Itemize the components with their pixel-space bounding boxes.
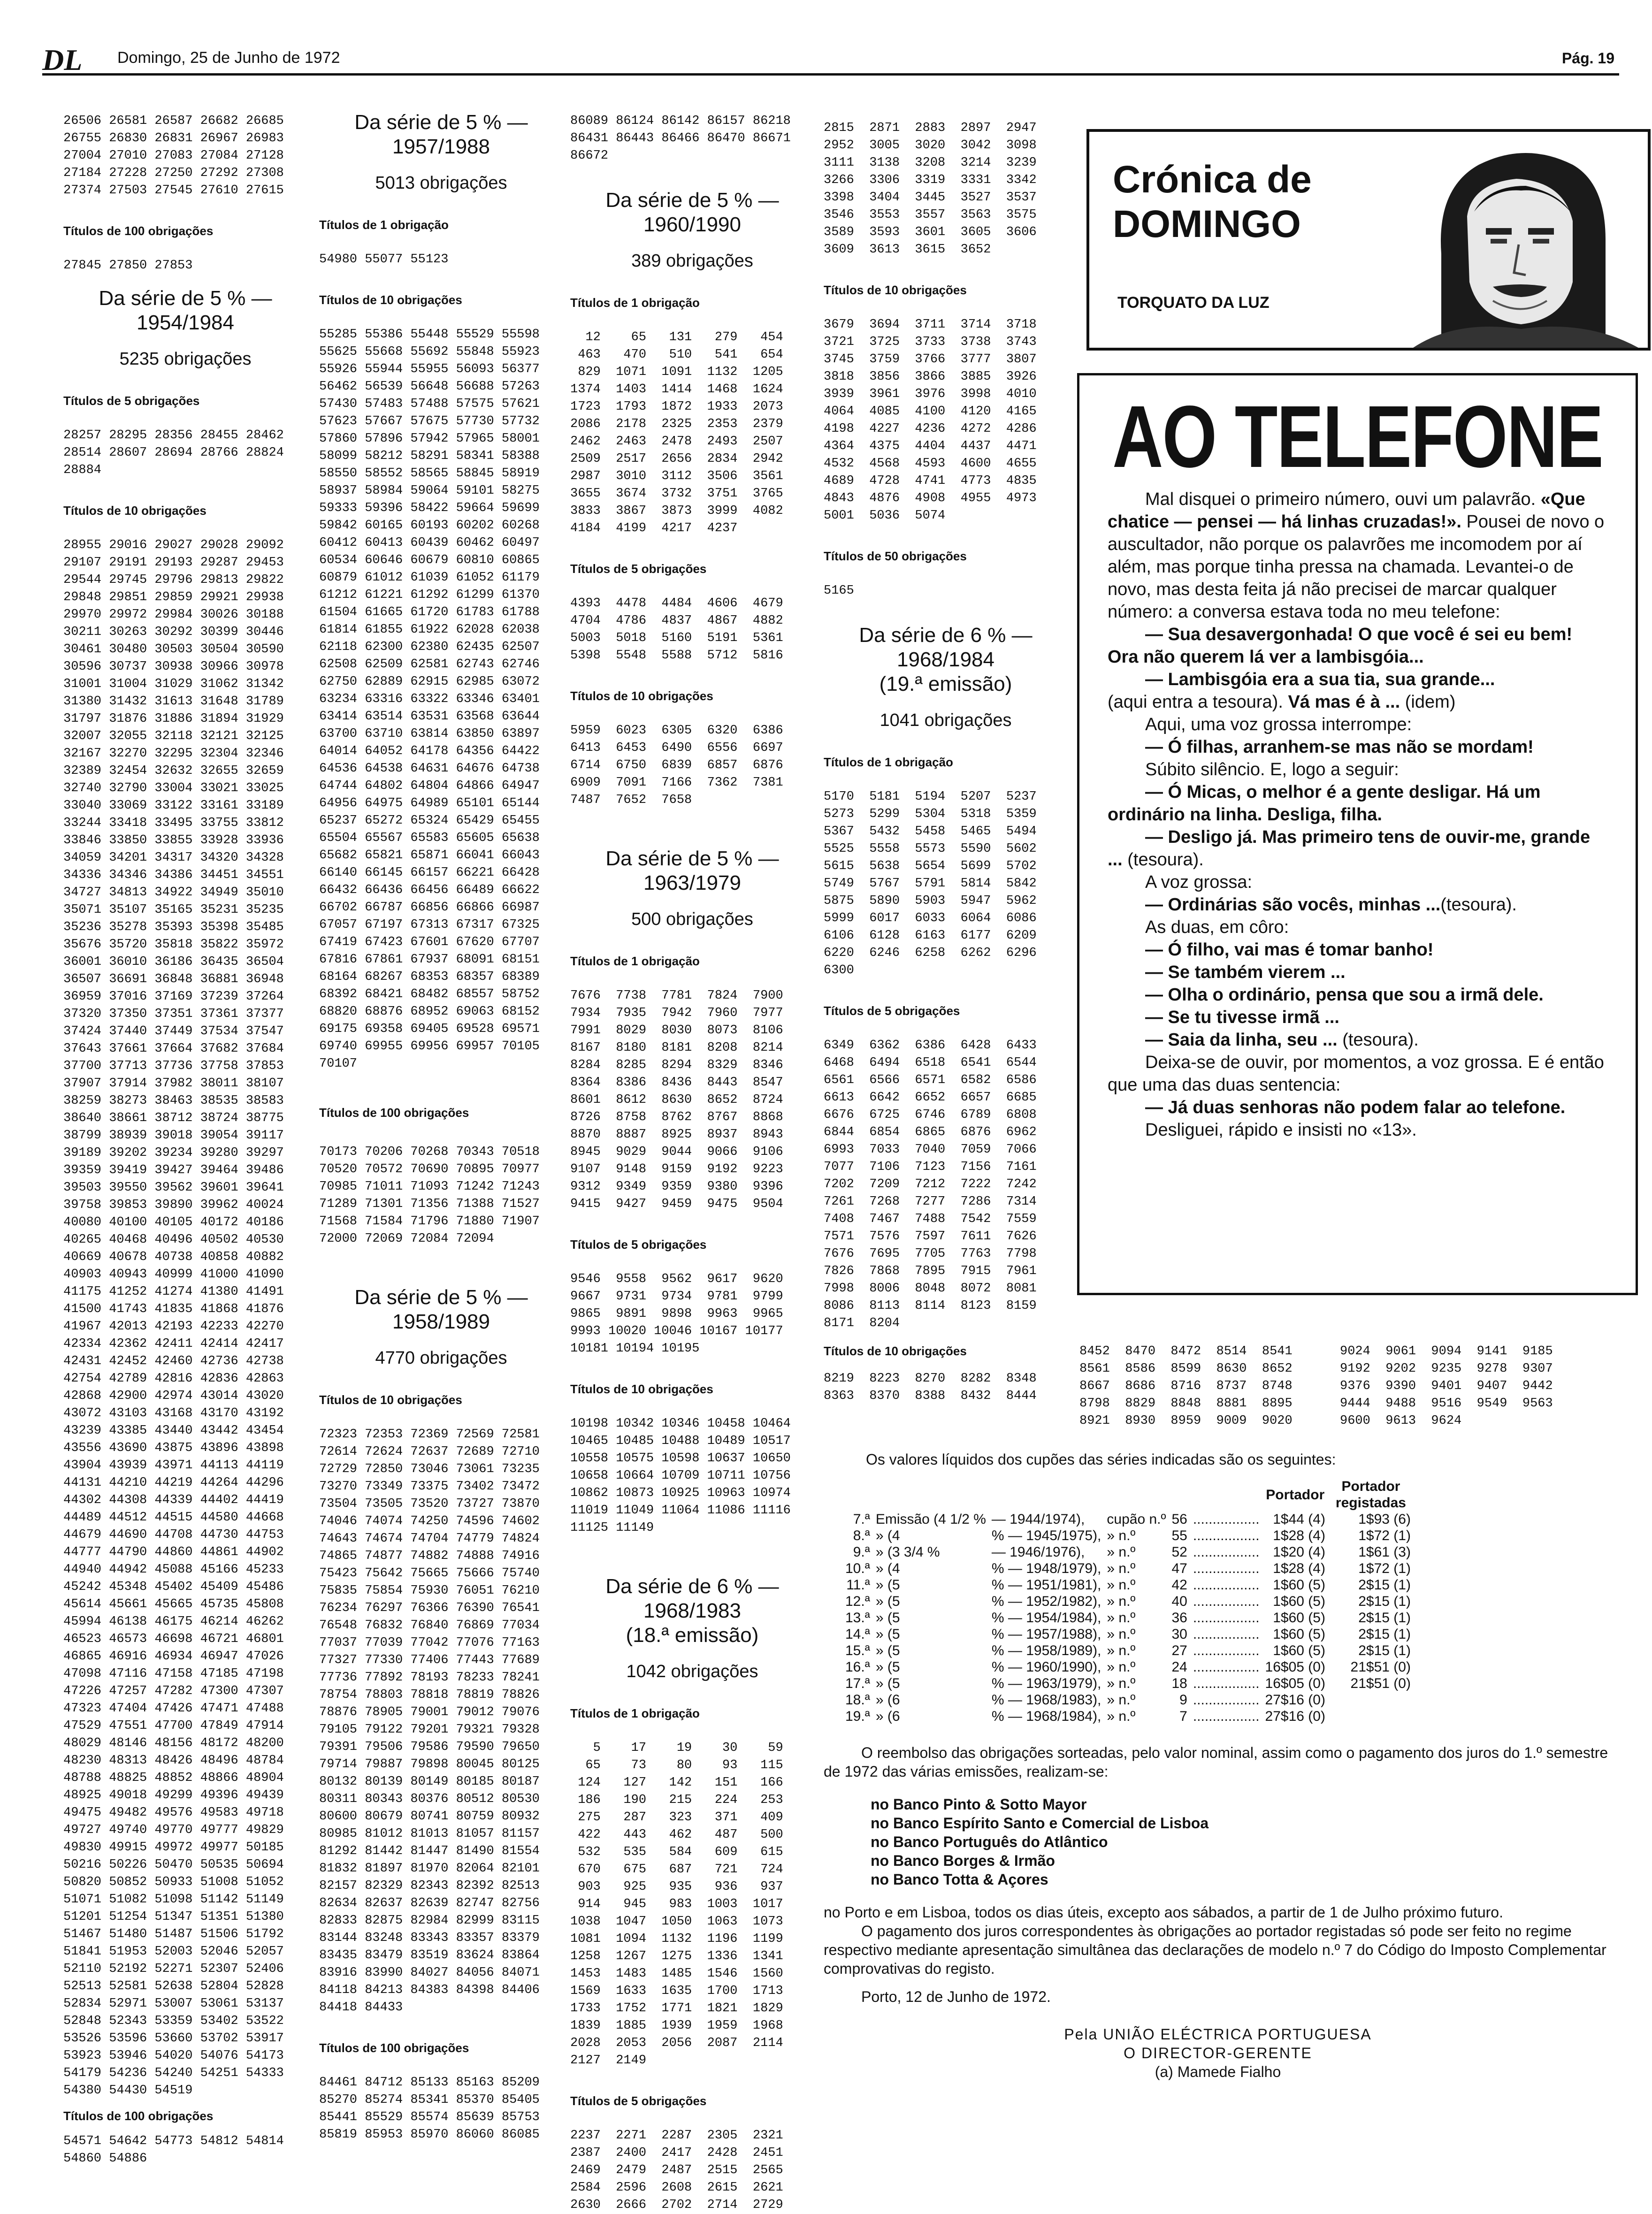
issue-date: Domingo, 25 de Junho de 1972 [117, 49, 340, 67]
coupon-value: 1$93 (6) [1358, 1512, 1411, 1527]
article-box [1077, 373, 1638, 1295]
dot-leader: ................. [1193, 1659, 1260, 1675]
coupon-value: 1$60 (5) [1273, 1626, 1325, 1642]
coupon-value: 1$44 (4) [1273, 1512, 1325, 1527]
article-text: Súbito silêncio. E, logo a seguir: [1145, 760, 1399, 779]
section-heading: Títulos de 1 obrigação [570, 296, 700, 310]
section-heading: Títulos de 10 obrigações [824, 283, 967, 297]
dot-leader: ................. [1193, 1610, 1260, 1626]
article-text: (tesoura). [1440, 895, 1517, 915]
column-4 [824, 120, 1068, 1405]
signature-line: O DIRECTOR-GERENTE [1124, 2045, 1312, 2061]
section-heading: Títulos de 100 obrigações [63, 2109, 214, 2123]
number-list: 28257 28295 28356 28455 28462 28514 28607 28694 28766 28824 28884 [63, 428, 284, 477]
article-text: Deixa-se de ouvir, por momentos, a voz grossa. E é então que uma das duas sentencia: [1108, 1053, 1604, 1095]
coupon-row [842, 1560, 1414, 1577]
number-list: 26506 26581 26587 26682 26685 26755 26830 26831 26967 26983 27004 27010 27083 27084 27128 27184 27228 27250 27292 27308 27374 27503 27545 27610 27615 [63, 114, 284, 198]
dot-leader: ................. [1193, 1561, 1260, 1576]
article-body [1108, 488, 1607, 1141]
coupon-cell: 24 [1171, 1659, 1187, 1675]
number-list: 28955 29016 29027 29028 29092 29107 29191 29193 29287 29453 29544 29745 29796 29813 29822 29848 29851 29859 29921 29938 29970 29972 29984 30026 30188 30211 30263 30292 30399 30446 30461 30480 30503 30504 30590 30596 30737 30938 30966 30978 31001 31004 31029 31062 31342 31380 31432 31613 31648 31789 31797 31876 31886 31894 31929 32007 32055 32118 32121 32125 32167 32270 32295 32304 32346 32389 32454 32632 32655 32659 32740 32790 33004 33021 33025 33040 33069 33122 33161 33189 33244 33418 33495 33755 33812 33846 33850 33855 33928 33936 34059 34201 34317 34320 34328 34336 34346 34386 34451 34551 34727 34813 34922 34949 35010 35071 35107 35165 35231 35235 35236 35278 35393 35398 35485 35676 35720 35818 35822 35972 36001 36010 36186 36435 36504 36507 36691 36848 36881 36948 36959 37016 37169 37239 37264 37320 37350 37351 37361 37377 37424 37440 37449 37534 37547 37643 37661 37664 37682 37684 37700 37713 37736 37758 37853 37907 37914 37982 38011 38107 38259 38273 38463 38535 38583 38640 38661 38712 38724 38775 38799 38939 39018 39054 39117 39189 39202 39234 39280 39297 39359 39419 39427 39464 39486 39503 39550 39562 39601 39641 39758 39853 39890 39962 40024 40080 40100 40105 40172 40186 40265 40468 40496 40502 40530 40669 40678 40738 40858 40882 40903 40943 40999 41000 41090 41175 41252 41274 41380 41491 41500 41743 41835 41868 41876 41967 42013 42193 42233 42270 42334 42362 42411 42414 42417 42431 42452 42460 42736 42738 42754 42789 42816 42836 42863 42868 42900 42974 43014 43020 43072 43103 43168 43170 43192 43239 43385 43440 43442 43454 43556 43690 43875 43896 43898 43904 43939 43971 44113 44119 44131 44210 44219 44264 44296 44302 44308 44339 44402 44419 44489 44512 44515 44580 44668 44679 44690 44708 44730 44753 44777 44790 44860 44861 44902 44940 44942 45088 45166 45233 45242 45348 45402 45409 45486 45614 45661 45665 45735 45808 45994 46138 46175 46214 46262 46523 46573 46698 46721 46801 46865 46916 46934 46947 47026 47098 47116 47158 47185 47198 47226 47257 47282 47300 47307 47323 47404 47426 47471 47488 47529 47551 47700 47849 47914 48029 48146 48156 48172 48200 48230 48313 48426 48496 48784 48788 48825 48852 48866 48904 48925 49018 49299 49396 49439 49475 49482 49576 49583 49718 49727 49740 49770 49777 49829 49830 49915 49972 49977 50185 50216 50226 50470 50535 50694 50820 50852 50933 51008 51052 51071 51082 51098 51142 51149 51201 51254 51347 51351 51380 51467 51480 51487 51506 51792 51841 51953 52003 52046 52057 52110 52192 52271 52307 52406 52513 52581 52638 52804 52828 52834 52971 53007 53061 53137 52848 52343 53359 53402 53522 53526 53596 53660 53702 53917 53923 53946 54020 54076 54173 54179 54236 54240 54251 54333 54380 54430 54519 [63, 538, 284, 2098]
coupon-value: 27$16 (0) [1265, 1692, 1325, 1708]
coupon-cell: 9.ª [853, 1544, 870, 1560]
series-title: Da série de 5 % — 1958/1989 [354, 1286, 528, 1333]
coupon-cell: % — 1960/1990), [991, 1659, 1101, 1675]
coupon-cell: » n.º [1107, 1676, 1136, 1691]
chronicle-banner [1086, 129, 1651, 351]
coupon-cell: % — 1968/1983), [991, 1692, 1101, 1708]
coupon-row [842, 1692, 1414, 1708]
column-2 [319, 110, 563, 2144]
number-list: 5170 5181 5194 5207 5237 5273 5299 5304 5318 5359 5367 5432 5458 5465 5494 5525 5558 5573 5590 5602 5615 5638 5654 5699 5702 5749 5767 5791 5814 5842 5875 5890 5903 5947 5962 5999 6017 6033 6064 6086 6106 6128 6163 6177 6209 6220 6246 6258 6262 6296 6300 [824, 790, 1037, 977]
section-heading: Títulos de 1 obrigação [570, 1706, 700, 1720]
coupon-cell: 16.ª [845, 1659, 870, 1675]
coupon-row [842, 1577, 1414, 1593]
coupon-cell: 11.ª [846, 1577, 870, 1593]
coupon-cell: 7.ª [853, 1512, 870, 1527]
article-text: Aqui, uma voz grossa interrompe: [1145, 715, 1412, 734]
coupon-cell: 7 [1179, 1709, 1187, 1724]
coupon-cell: » (6 [875, 1692, 900, 1708]
coupon-row [842, 1708, 1414, 1725]
coupon-cell: » n.º [1107, 1528, 1136, 1543]
coupon-cell: 40 [1171, 1594, 1187, 1609]
coupon-cell: 18.ª [845, 1692, 870, 1708]
coupon-value: 1$20 (4) [1273, 1544, 1325, 1560]
coupon-cell: » n.º [1107, 1626, 1136, 1642]
coupon-cell: » (5 [875, 1659, 900, 1675]
dot-leader: ................. [1193, 1643, 1260, 1658]
notice-paragraph: O reembolso das obrigações sorteadas, pelo valor nominal, assim como o pagamento dos juros do 1.º semestre de 1972 das várias emissões, realizam-se: [824, 1744, 1608, 1780]
coupon-value: 21$51 (0) [1350, 1659, 1411, 1675]
section-heading: Títulos de 10 obrigações [63, 504, 206, 518]
article-text: — Ó filhas, arranhem-se mas não se mordam! [1145, 737, 1534, 757]
coupon-value: 1$72 (1) [1358, 1561, 1411, 1576]
article-text: Desliguei, rápido e insisti no «13». [1145, 1120, 1417, 1140]
series-title: Da série de 6 % — 1968/1984 (19.ª emissão) [859, 624, 1032, 695]
coupon-cell: » n.º [1107, 1594, 1136, 1609]
section-heading: Títulos de 10 obrigações [319, 293, 462, 307]
series-title: Da série de 5 % — 1954/1984 [99, 287, 272, 334]
article-text: Pousei de novo o auscultador, não porque os palavrões me incomodem por aí além, mas porque tinha pressa na chamada. Levantei-o de novo, mas desta feita já não precisei de marcar qualquer número: a conversa estava toda no meu telefone: [1108, 512, 1605, 622]
number-list: 84461 84712 85133 85163 85209 85270 85274 85341 85370 85405 85441 85529 85574 85639 85753 85819 85953 85970 86060 86085 [319, 2076, 540, 2142]
coupon-cell: 9 [1179, 1692, 1187, 1708]
section-heading: Títulos de 10 obrigações [824, 1344, 967, 1358]
column-header: Portador registadas [1335, 1479, 1406, 1511]
coupon-cell: » (4 [875, 1561, 900, 1576]
coupon-cell: Emissão (4 1/2 % [875, 1512, 986, 1527]
coupon-cell: 13.ª [845, 1610, 870, 1626]
number-list: 4393 4478 4484 4606 4679 4704 4786 4837 4867 4882 5003 5018 5160 5191 5361 5398 5548 5588 5712 5816 [570, 596, 783, 663]
column-3 [570, 113, 814, 2214]
article-text: As duas, em côro: [1145, 917, 1289, 937]
section-heading: Títulos de 10 obrigações [570, 689, 713, 703]
author-portrait [1385, 132, 1648, 348]
coupon-cell: cupão n.º [1107, 1512, 1166, 1527]
bank-list [871, 1795, 1612, 1889]
series-title: Da série de 5 % — 1960/1990 [605, 189, 779, 236]
section-heading: Títulos de 1 obrigação [824, 755, 953, 769]
bank-name: no Banco Espírito Santo e Comercial de Lisboa [871, 1815, 1209, 1832]
coupon-cell: % — 1954/1984), [991, 1610, 1101, 1626]
article-text: — Sua desavergonhada! O que você é sei eu bem! Ora não querem lá ver a lambisgóia... [1108, 625, 1573, 667]
coupon-cell: 14.ª [845, 1626, 870, 1642]
coupon-row [842, 1642, 1414, 1659]
article-text: — Se tu tivesse irmã ... [1145, 1008, 1339, 1027]
coupon-cell: 47 [1171, 1561, 1187, 1576]
coupon-cell: » n.º [1107, 1544, 1136, 1560]
number-list: 27845 27850 27853 [63, 259, 193, 273]
dot-leader: ................. [1193, 1577, 1260, 1593]
coupon-cell: » n.º [1107, 1643, 1136, 1658]
section-heading: Títulos de 100 obrigações [319, 1106, 469, 1120]
coupon-cell: » (3 3/4 % [875, 1544, 940, 1560]
bank-name: no Banco Borges & Irmão [871, 1852, 1055, 1869]
number-list: 10198 10342 10346 10458 10464 10465 10485 10488 10489 10517 10558 10575 10598 10637 10650 10658 10664 10709 10711 10756 10862 10873 10925 10963 10974 11019 11049 11064 11086 11116 11125 11149 [570, 1417, 791, 1535]
series-title: Da série de 5 % — 1957/1988 [354, 111, 528, 158]
section-heading: Títulos de 10 obrigações [319, 1393, 462, 1407]
signature-line: (a) Mamede Fialho [1155, 2063, 1281, 2080]
coupon-cell: 19.ª [845, 1709, 870, 1724]
coupon-value: 16$05 (0) [1265, 1659, 1325, 1675]
coupon-value: 1$28 (4) [1273, 1561, 1325, 1576]
section-heading: Títulos de 1 obrigação [570, 954, 700, 968]
coupon-value: 1$28 (4) [1273, 1528, 1325, 1543]
chronicle-title: Crónica de [1113, 158, 1312, 201]
coupon-value: 1$60 (5) [1273, 1643, 1325, 1658]
coupon-cell: » (5 [875, 1626, 900, 1642]
series-count: 1042 obrigações [626, 1662, 758, 1681]
coupon-cell: % — 1948/1979), [991, 1561, 1101, 1576]
coupon-cell: 42 [1171, 1577, 1187, 1593]
coupon-cell: — 1946/1976), [991, 1544, 1085, 1560]
coupon-cell: » (5 [875, 1643, 900, 1658]
coupon-cell: % — 1952/1982), [991, 1594, 1101, 1609]
number-list: 8219 8223 8270 8282 8348 8363 8370 8388 8432 8444 [824, 1372, 1037, 1403]
section-heading: Títulos de 5 obrigações [824, 1004, 960, 1018]
dot-leader: ................. [1193, 1528, 1260, 1543]
number-list: 55285 55386 55448 55529 55598 55625 55668 55692 55848 55923 55926 55944 55955 56093 56377 56462 56539 56648 56688 57263 57430 57483 57488 57575 57621 57623 57667 57675 57730 57732 57860 57896 57942 57965 58001 58099 58212 58291 58341 58388 58550 58552 58565 58845 58919 58937 58984 59064 59101 58275 59333 59396 58422 59664 59699 59842 60165 60193 60202 60268 60412 60413 60439 60462 60497 60534 60646 60679 60810 60865 60879 61012 61039 61052 61179 61212 61221 61292 61299 61370 61504 61665 61720 61783 61788 61814 61855 61922 62028 62038 62118 62300 62380 62435 62507 62508 62509 62581 62743 62746 62750 62889 62915 62985 63072 63234 63316 63322 63346 63401 63414 63514 63531 63568 63644 63700 63710 63814 63850 63897 64014 64052 64178 64356 64422 64536 64538 64631 64676 64738 64744 64802 64804 64866 64947 64956 64975 64989 65101 65144 65237 65272 65324 65429 65455 65504 65567 65583 65605 65638 65682 65821 65871 66041 66043 66140 66145 66157 66221 66428 66432 66436 66456 66489 66622 66702 66787 66856 66866 66987 67057 67197 67313 67317 67325 67419 67423 67601 67620 67707 67816 67861 67937 68091 68151 68164 68267 68353 68357 68389 68392 68421 68482 68557 58752 68820 68876 68952 69063 68152 69175 69358 69405 69528 69571 69740 69955 69956 69957 70105 70107 [319, 328, 540, 1071]
coupon-row [842, 1659, 1414, 1675]
article-headline: AO TELEFONE [1112, 387, 1603, 486]
number-list: 54571 54642 54773 54812 54814 54860 54886 [63, 2134, 284, 2166]
coupon-cell: % — 1945/1975), [991, 1528, 1101, 1543]
number-list: 5165 [824, 584, 854, 598]
coupon-cell: — 1944/1974), [991, 1512, 1085, 1527]
coupon-value: 2$15 (1) [1358, 1643, 1411, 1658]
article-text: Vá mas é à ... [1288, 692, 1400, 712]
number-list: 72323 72353 72369 72569 72581 72614 72624 72637 72689 72710 72729 72850 73046 73061 73235 73270 73349 73375 73402 73472 73504 73505 73520 73727 73870 74046 74074 74250 74596 74602 74643 74674 74704 74779 74824 74865 74877 74882 74888 74916 75423 75642 75665 75666 75740 75835 75854 75930 76051 76210 76234 76297 76366 76390 76541 76548 76832 76840 76869 77034 77037 77039 77042 77076 77163 77327 77330 77406 77443 77689 77736 77892 78193 78233 78241 78754 78803 78818 78819 78826 78876 78905 79001 79012 79076 79105 79122 79201 79321 79328 79391 79506 79586 79590 79650 79714 79887 79898 80045 80125 80132 80139 80149 80185 80187 80311 80343 80376 80512 80530 80600 80679 80741 80759 80932 80985 81012 81013 81057 81157 81292 81442 81447 81490 81554 81832 81897 81970 82064 82101 82157 82329 82343 82392 82513 82634 82637 82639 82747 82756 82833 82875 82984 82999 83115 83144 83248 83343 83357 83379 83435 83479 83519 83624 83864 83916 83990 84027 84056 84071 84118 84213 84383 84398 84406 84418 84433 [319, 1428, 540, 2015]
number-list: 54980 55077 55123 [319, 252, 449, 267]
series-count: 1041 obrigações [880, 710, 1012, 730]
coupon-value: 1$60 (5) [1273, 1610, 1325, 1626]
coupon-cell: 36 [1171, 1610, 1187, 1626]
article-text: — Lambisgóia era a sua tia, sua grande... [1145, 670, 1495, 689]
coupon-cell: 30 [1171, 1626, 1187, 1642]
number-list: 2237 2271 2287 2305 2321 2387 2400 2417 2428 2451 2469 2479 2487 2515 2565 2584 2596 2608 2615 2621 2630 2666 2702 2714 2729 [570, 2129, 783, 2212]
number-list: 12 65 131 279 454 463 470 510 541 654 829 1071 1091 1132 1205 1374 1403 1414 1468 1624 1723 1793 1872 1933 2073 2086 2178 2325 2353 2379 2462 2463 2478 2493 2507 2509 2517 2656 2834 2942 2987 3010 3112 3506 3561 3655 3674 3732 3751 3765 3833 3867 3873 3999 4082 4184 4199 4217 4237 [570, 330, 783, 535]
section-heading: Títulos de 10 obrigações [570, 1382, 713, 1396]
notice-intro: Os valores líquidos dos cupões das séries indicadas são os seguintes: [866, 1451, 1336, 1468]
column-header: Portador [1266, 1487, 1325, 1503]
coupon-row [842, 1527, 1414, 1544]
bank-name: no Banco Português do Atlântico [871, 1833, 1108, 1850]
series-count: 500 obrigações [631, 909, 753, 929]
coupon-value: 1$72 (1) [1358, 1528, 1411, 1543]
section-heading: Títulos de 1 obrigação [319, 218, 449, 232]
page-header [42, 43, 1619, 76]
number-list: 6349 6362 6386 6428 6433 6468 6494 6518 6541 6544 6561 6566 6571 6582 6586 6613 6642 6652 6657 6685 6676 6725 6746 6789 6808 6844 6854 6865 6876 6962 6993 7033 7040 7059 7066 7077 7106 7123 7156 7161 7202 7209 7212 7222 7242 7261 7268 7277 7286 7314 7408 7467 7488 7542 7559 7571 7576 7597 7611 7626 7676 7695 7705 7763 7798 7826 7868 7895 7915 7961 7998 8006 8048 8072 8081 8086 8113 8114 8123 8159 8171 8204 [824, 1038, 1037, 1330]
coupon-value: 27$16 (0) [1265, 1709, 1325, 1724]
coupon-cell: » n.º [1107, 1610, 1136, 1626]
series-count: 389 obrigações [631, 251, 753, 271]
coupon-cell: » n.º [1107, 1692, 1136, 1708]
section-heading: Títulos de 50 obrigações [824, 549, 967, 563]
coupon-cell: 27 [1171, 1643, 1187, 1658]
coupon-value: 21$51 (0) [1350, 1676, 1411, 1691]
coupon-cell: % — 1957/1988), [991, 1626, 1101, 1642]
series-count: 5235 obrigações [119, 349, 252, 369]
number-list: 9024 9061 9094 9141 9185 9192 9202 9235 9278 9307 9376 9390 9401 9407 9442 9444 9488 9516 9549 9563 9600 9613 9624 [1340, 1344, 1553, 1428]
coupon-cell: » n.º [1107, 1659, 1136, 1675]
newspaper-logo: DL [42, 43, 83, 76]
article-text: — Desligo já. Mas primeiro tens de ouvir-me, grande ... [1108, 827, 1591, 870]
dot-leader: ................. [1193, 1512, 1260, 1527]
article-text: — Ó Micas, o melhor é a gente desligar. Há um ordinário na linha. Desliga, filha. [1108, 782, 1541, 825]
coupon-value [1328, 1708, 1414, 1725]
article-text: — Olha o ordinário, pensa que sou a irmã dele. [1145, 985, 1544, 1005]
article-text: (aqui entra a tesoura). [1108, 692, 1283, 712]
article-text: — Ordinárias são vocês, minhas ... [1145, 895, 1441, 915]
section-heading: Títulos de 5 obrigações [570, 562, 707, 576]
coupon-cell: 10.ª [845, 1561, 870, 1576]
coupon-cell: 15.ª [845, 1643, 870, 1658]
column-1 [63, 113, 307, 2168]
coupon-row [842, 1626, 1414, 1642]
section-heading: Títulos de 100 obrigações [63, 224, 214, 238]
number-list: 70173 70206 70268 70343 70518 70520 70572 70690 70895 70977 70985 71011 71093 71242 71243 71289 71301 71356 71388 71527 71568 71584 71796 71880 71907 72000 72069 72084 72094 [319, 1145, 540, 1246]
section-heading: Títulos de 100 obrigações [319, 2041, 469, 2055]
coupon-row [842, 1675, 1414, 1692]
dot-leader: ................. [1193, 1692, 1260, 1708]
article-text: Mal disquei o primeiro número, ouvi um palavrão. [1145, 489, 1536, 509]
coupon-row [842, 1593, 1414, 1610]
coupon-value: 1$60 (5) [1273, 1577, 1325, 1593]
coupon-value: 2$15 (1) [1358, 1610, 1411, 1626]
number-list: 7676 7738 7781 7824 7900 7934 7935 7942 7960 7977 7991 8029 8030 8073 8106 8167 8180 8181 8208 8214 8284 8285 8294 8329 8346 8364 8386 8436 8443 8547 8601 8612 8630 8652 8724 8726 8758 8762 8767 8868 8870 8887 8925 8937 8943 8945 9029 9044 9066 9106 9107 9148 9159 9192 9223 9312 9349 9359 9380 9396 9415 9427 9459 9475 9504 [570, 989, 783, 1211]
dot-leader: ................. [1193, 1626, 1260, 1642]
coupon-cell: % — 1958/1989), [991, 1643, 1101, 1658]
article-text: — Já duas senhoras não podem falar ao telefone. [1145, 1098, 1566, 1117]
coupon-value: 16$05 (0) [1265, 1676, 1325, 1691]
number-list: 3679 3694 3711 3714 3718 3721 3725 3733 3738 3743 3745 3759 3766 3777 3807 3818 3856 3866 3885 3926 3939 3961 3976 3998 4010 4064 4085 4100 4120 4165 4198 4227 4236 4272 4286 4364 4375 4404 4437 4471 4532 4568 4593 4600 4655 4689 4728 4741 4773 4835 4843 4876 4908 4955 4973 5001 5036 5074 [824, 318, 1037, 523]
series-count: 5013 obrigações [375, 173, 507, 193]
coupon-cell: » n.º [1107, 1561, 1136, 1576]
section-heading: Títulos de 5 obrigações [63, 394, 200, 408]
coupon-cell: 18 [1171, 1676, 1187, 1691]
coupon-cell: » (5 [875, 1594, 900, 1609]
coupon-value: 2$15 (1) [1358, 1577, 1411, 1593]
dot-leader: ................. [1193, 1709, 1260, 1724]
article-text: — Saia da linha, seu ... [1145, 1030, 1338, 1050]
series-title: Da série de 6 % — 1968/1983 (18.ª emissão) [605, 1575, 779, 1647]
coupon-cell: % — 1968/1984), [991, 1709, 1101, 1724]
coupon-cell: 52 [1171, 1544, 1187, 1560]
coupon-cell: » n.º [1107, 1577, 1136, 1593]
coupon-cell: » (6 [875, 1709, 900, 1724]
coupon-cell: % — 1951/1981), [991, 1577, 1101, 1593]
coupon-row [842, 1511, 1414, 1527]
coupon-notice [824, 1450, 1612, 2081]
coupon-value: 1$60 (5) [1273, 1594, 1325, 1609]
coupon-value: 1$61 (3) [1358, 1544, 1411, 1560]
chronicle-author: TORQUATO DA LUZ [1117, 294, 1270, 312]
article-text: — Se também vierem ... [1145, 962, 1346, 982]
section-heading: Títulos de 5 obrigações [570, 1237, 707, 1252]
bank-name: no Banco Totta & Açores [871, 1871, 1048, 1888]
signature-line: Pela UNIÃO ELÉCTRICA PORTUGUESA [1064, 2026, 1372, 2043]
coupon-cell: » (5 [875, 1577, 900, 1593]
article-text: A voz grossa: [1145, 872, 1253, 892]
chronicle-title-2: DOMINGO [1113, 203, 1301, 245]
coupon-row [842, 1610, 1414, 1626]
notice-paragraph: O pagamento dos juros correspondentes às obrigações ao portador registadas só pode ser feito no regime respectivo mediante apresentação simultânea das declarações de modelo n.º 7 do Código do Imposto Complementar comprovativas do registo. [824, 1923, 1606, 1977]
coupon-cell: » (4 [875, 1528, 900, 1543]
coupon-value [1328, 1692, 1414, 1708]
number-list: 86089 86124 86142 86157 86218 86431 86443 86466 86470 86671 86672 [570, 114, 791, 163]
article-text: (idem) [1405, 692, 1456, 712]
article-text: «Que chatice — pensei — há linhas cruzadas!». [1108, 489, 1585, 532]
signature-block [824, 2025, 1612, 2081]
number-list: 5 17 19 30 59 65 73 80 93 115 124 127 142 151 166 186 190 215 224 253 275 287 323 371 409 422 443 462 487 500 532 535 584 609 615 670 675 687 721 724 903 925 935 936 937 914 945 983 1003 1017 1038 1047 1050 1063 1073 1081 1094 1132 1196 1199 1258 1267 1275 1336 1341 1453 1483 1485 1546 1560 1569 1633 1635 1700 1713 1733 1752 1771 1821 1829 1839 1885 1939 1959 1968 2028 2053 2056 2087 2114 2127 2149 [570, 1741, 783, 2068]
section-heading: Títulos de 5 obrigações [570, 2094, 707, 2108]
number-list: 2815 2871 2883 2897 2947 2952 3005 3020 3042 3098 3111 3138 3208 3214 3239 3266 3306 3319 3331 3342 3398 3404 3445 3527 3537 3546 3553 3557 3563 3575 3589 3593 3601 3605 3606 3609 3613 3615 3652 [824, 121, 1037, 257]
coupon-row [842, 1544, 1414, 1560]
number-list: 5959 6023 6305 6320 6386 6413 6453 6490 6556 6697 6714 6750 6839 6857 6876 6909 7091 7166 7362 7381 7487 7652 7658 [570, 724, 783, 807]
coupon-cell: 55 [1171, 1528, 1187, 1543]
dot-leader: ................. [1193, 1594, 1260, 1609]
series-count: 4770 obrigações [375, 1348, 507, 1368]
coupon-value: 2$15 (1) [1358, 1626, 1411, 1642]
bank-name: no Banco Pinto & Sotto Mayor [871, 1796, 1087, 1813]
coupon-cell: 17.ª [845, 1676, 870, 1691]
article-text: — Ó filho, vai mas é tomar banho! [1145, 940, 1434, 960]
number-list: 8452 8470 8472 8514 8541 8561 8586 8599 8630 8652 8667 8686 8716 8737 8748 8798 8829 8848 8881 8895 8921 8930 8959 9009 9020 [1079, 1344, 1293, 1428]
coupon-table [842, 1478, 1414, 1725]
coupon-cell: 8.ª [853, 1528, 870, 1543]
dot-leader: ................. [1193, 1544, 1260, 1560]
coupon-cell: » (5 [875, 1610, 900, 1626]
coupon-cell: 12.ª [845, 1594, 870, 1609]
coupon-cell: » (5 [875, 1676, 900, 1691]
article-text: (tesoura). [1127, 850, 1204, 870]
coupon-value: 2$15 (1) [1358, 1594, 1411, 1609]
page-number: Pág. 19 [1561, 50, 1614, 67]
notice-paragraph: no Porto e em Lisboa, todos os dias úteis, excepto aos sábados, a partir de 1 de Julho próximo futuro. [824, 1904, 1503, 1921]
article-text: (tesoura). [1342, 1030, 1419, 1050]
notice-date: Porto, 12 de Junho de 1972. [861, 1988, 1051, 2005]
number-list: 9546 9558 9562 9617 9620 9667 9731 9734 9781 9799 9865 9891 9898 9963 9965 9993 10020 10046 10167 10177 10181 10194 10195 [570, 1272, 783, 1356]
coupon-cell: » n.º [1107, 1709, 1136, 1724]
dot-leader: ................. [1193, 1676, 1260, 1691]
series-title: Da série de 5 % — 1963/1979 [605, 847, 779, 894]
coupon-cell: 56 [1171, 1512, 1187, 1527]
coupon-cell: % — 1963/1979), [991, 1676, 1101, 1691]
